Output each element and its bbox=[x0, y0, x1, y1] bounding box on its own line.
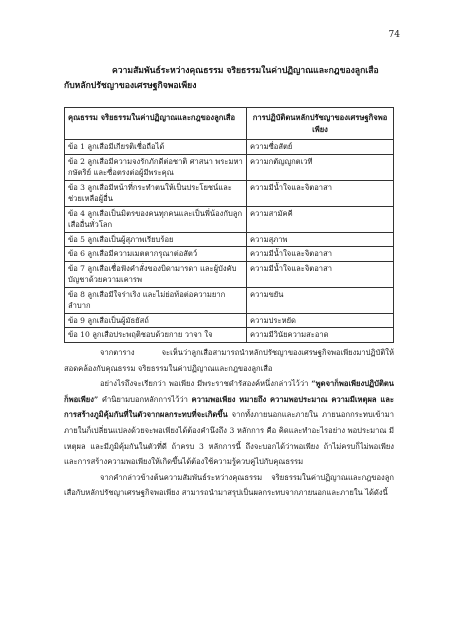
table-row bbox=[65, 232, 394, 247]
table-cell-practice: ความมีน้ำใจและจิตอาสา bbox=[247, 261, 394, 287]
table-cell-virtue: ข้อ 1 ลูกเสือมีเกียรติเชื่อถือได้ bbox=[65, 140, 247, 155]
table-cell-virtue: ข้อ 3 ลูกเสือมีหน้าที่กระทำตนให้เป็นประโยชน์และช่วยเหลือผู้อื่น bbox=[65, 180, 247, 206]
page-number: 74 bbox=[388, 30, 400, 40]
table-cell-virtue: ข้อ 6 ลูกเสือมีความเมตตากรุณาต่อสัตว์ bbox=[65, 247, 247, 262]
table-cell-practice: ความมีน้ำใจและจิตอาสา bbox=[247, 247, 394, 262]
title-line-1: ความสัมพันธ์ระหว่างคุณธรรม จริยธรรมในค่าปฏิญาณและกฎของลูกเสือ bbox=[112, 66, 379, 76]
table-cell-practice: ความสุภาพ bbox=[247, 232, 394, 247]
table-cell-practice: ความขยัน bbox=[247, 287, 394, 313]
table-row bbox=[65, 328, 394, 343]
table-cell-virtue: ข้อ 7 ลูกเสือเชื่อฟังคำสั่งของบิดามารดา และผู้บังคับบัญชาด้วยความเคารพ bbox=[65, 261, 247, 287]
table-row bbox=[65, 154, 394, 180]
table-cell-virtue: ข้อ 8 ลูกเสือมีใจร่าเริง และไม่ย่อท้อต่อความยากลำบาก bbox=[65, 287, 247, 313]
paragraph-1: จากตาราง จะเห็นว่าลูกเสือสามารถนำหลักปรัชญาของเศรษฐกิจพอเพียงมาปฏิบัติให้สอดคล้องกับคุณธรรม จริยธรรมในค่าปฏิญาณและกฎของลูกเสือ bbox=[64, 348, 394, 373]
table-row bbox=[65, 247, 394, 262]
table-row bbox=[65, 287, 394, 313]
paragraph-2 bbox=[64, 376, 394, 470]
table-header-practice: การปฏิบัติตนหลักปรัชญาของเศรษฐกิจพอเพียง bbox=[247, 108, 394, 140]
page-title bbox=[64, 64, 400, 94]
table-cell-virtue: ข้อ 5 ลูกเสือเป็นผู้สุภาพเรียบร้อย bbox=[65, 232, 247, 247]
sufficiency-definition: ความพอเพียง หมายถึง ความพอประมาณ ความมีเหตุผล และการสร้างภูมิคุ้มกันที่ในตัวจากผลกระทบที่จะเกิดขึ้น bbox=[64, 394, 394, 420]
paragraph-2-lead: คำนิยามบอกหลักการไว้ว่า bbox=[98, 394, 192, 404]
table-cell-virtue: ข้อ 4 ลูกเสือเป็นมิตรของคนทุกคนและเป็นพี่น้องกับลูกเสืออื่นทั่วโลก bbox=[65, 206, 247, 232]
table-cell-virtue: ข้อ 2 ลูกเสือมีความจงรักภักดีต่อชาติ ศาสนา พระมหากษัตริย์ และซื่อตรงต่อผู้มีพระคุณ bbox=[65, 154, 247, 180]
table-cell-practice: ความสามัคคี bbox=[247, 206, 394, 232]
table-row bbox=[65, 313, 394, 328]
paragraph-2-rest: จากทั้งภายนอกและภายใน ภายนอกกระทบเข้ามาภายในก็เปลี่ยนแปลงด้วยจะพอเพียงได้ต้องคำนึงถึง 3 หลักการ คือ คิดและทำอะไรอย่าง พอประมาณ มีเหตุผล และมีภูมิคุ้มกันในตัวที่ดี ถ้าครบ 3 หลักการนี้ ถึงจะบอกได้ว่าพอเพียง ถ้าไม่ครบก็ไม่พอเพียงและการสร้างความพอเพียงให้เกิดขึ้นได้ต้องใช้ความรู้ควบคู่ไปกับคุณธรรม bbox=[64, 410, 394, 467]
royal-quote: “พูดจาก็พอเพียงปฏิบัติตนก็พอเพียง” bbox=[64, 379, 394, 404]
table-cell-practice: ความซื่อสัตย์ bbox=[247, 140, 394, 155]
table-cell-virtue: ข้อ 10 ลูกเสือประพฤติชอบด้วยกาย วาจา ใจ bbox=[65, 328, 247, 343]
title-line-2: กับหลักปรัชญาของเศรษฐกิจพอเพียง bbox=[64, 81, 197, 91]
virtue-table bbox=[64, 107, 394, 343]
table-header-virtue: คุณธรรม จริยธรรมในค่าปฏิญาณและกฎของลูกเสือ bbox=[65, 108, 247, 140]
table-row bbox=[65, 261, 394, 287]
table-cell-practice: ความมีวินัยความสะอาด bbox=[247, 328, 394, 343]
table-cell-practice: ความประหยัด bbox=[247, 313, 394, 328]
table-cell-practice: ความมีน้ำใจและจิตอาสา bbox=[247, 180, 394, 206]
table-row bbox=[65, 206, 394, 232]
table-cell-virtue: ข้อ 9 ลูกเสือเป็นผู้มัธยัสถ์ bbox=[65, 313, 247, 328]
table-cell-practice: ความกตัญญูกตเวที bbox=[247, 154, 394, 180]
paragraph-2-intro: อย่างไรถึงจะเรียกว่า พอเพียง มีพระราชดำรัสองค์หนึ่งกล่าวไว้ว่า bbox=[100, 379, 312, 389]
table-row bbox=[65, 140, 394, 155]
paragraph-3: จากคำกล่าวข้างต้นความสัมพันธ์ระหว่างคุณธรรม จริยธรรมในค่าปฏิญาณและกฎของลูกเสือกับหลักปรัชญาเศรษฐกิจพอเพียง สามารถนำมาสรุปเป็นผลกระทบจากภายนอกและภายใน ได้ดังนี้ bbox=[64, 472, 394, 498]
body-text bbox=[64, 345, 394, 501]
table-row bbox=[65, 180, 394, 206]
table-header-row bbox=[65, 108, 394, 140]
